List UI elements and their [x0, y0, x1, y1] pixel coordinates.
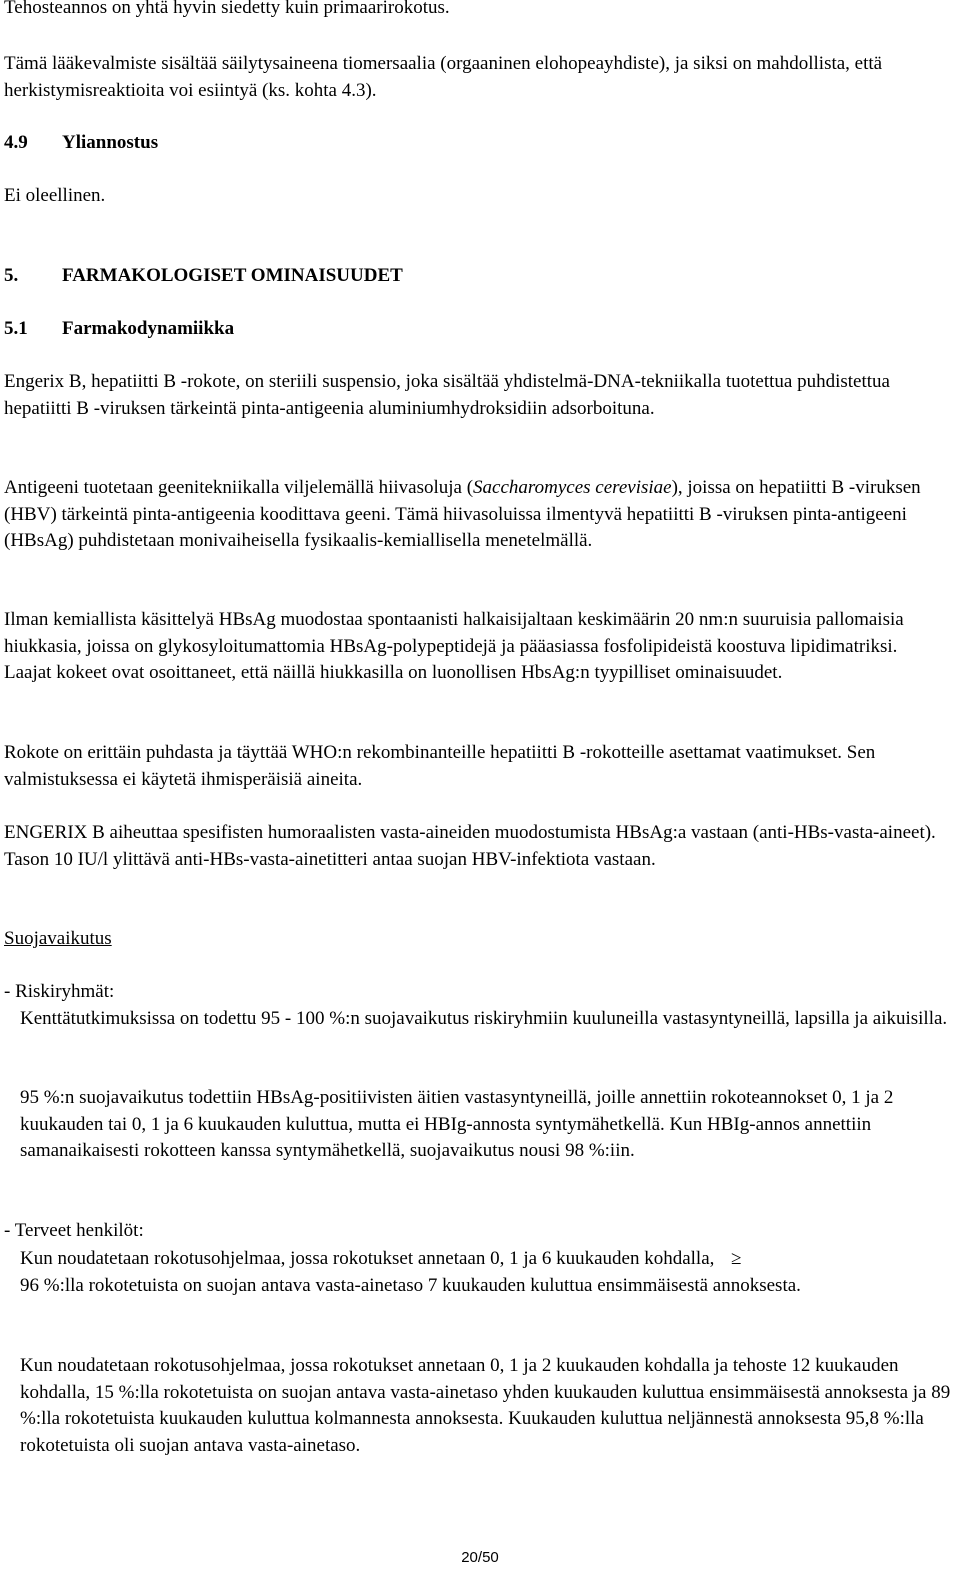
paragraph-engerix-description: Engerix B, hepatiitti B -rokote, on steriili suspensio, joka sisältää yhdistelmä-DNA-tekniikalla tuotettua puhdistettua hepatiitti B -viruksen tärkeintä pinta-antigeenia aluminiumhydroksidiin adsorboituna. — [4, 371, 890, 419]
paragraph-booster-tolerance: Tehosteannos on yhtä hyvin siedetty kuin primaarirokotus. — [4, 0, 450, 18]
heading-4-9 — [4, 130, 158, 157]
section-title: FARMAKOLOGISET OMINAISUUDET — [62, 265, 403, 286]
paragraph-risk-groups-2: 95 %:n suojavaikutus todettiin HBsAg-positiivisten äitien vastasyntyneillä, joille annettiin rokoteannokset 0, 1 ja 2 kuukauden tai 0, 1 ja 6 kuukauden kuluttua, mutta ei HBIg-annosta syntymähetkellä. Kun HBIg-annos annettiin samanaikaisesti rokotteen kanssa syntymähetkellä, suojavaikutus nousi 98 %:iin. — [20, 1087, 894, 1161]
paragraph-antigen-production — [4, 475, 934, 555]
species-name: Saccharomyces cerevisiae — [473, 477, 672, 498]
section-number: 4.9 — [4, 132, 28, 153]
paragraph-healthy-2: Kun noudatetaan rokotusohjelmaa, jossa rokotukset annetaan 0, 1 ja 2 kuukauden kohdalla ja tehoste 12 kuukauden kohdalla, 15 %:lla rokotetuista on suojan antava vasta-ainetaso yhden kuukauden kuluttua ensimmäisestä annoksesta ja 89 %:lla rokotetuista kuukauden kuluttua kolmannesta annoksesta. Kuukauden kuluttua neljännestä annoksesta 95,8 %:lla rokotetuista oli suojan antava vasta-ainetaso. — [20, 1355, 951, 1456]
paragraph-risk-groups-1: Kenttätutkimuksissa on todettu 95 - 100 %:n suojavaikutus riskiryhmiin kuuluneilla vastasyntyneillä, lapsilla ja aikuisilla. — [20, 1008, 948, 1029]
paragraph-immune-response: ENGERIX B aiheuttaa spesifisten humoraalisten vasta-aineiden muodostumista HBsAg:a vastaan (anti-HBs-vasta-aineet). Tason 10 IU/l ylittävä anti-HBs-vasta-ainetitteri antaa suojan HBV-infektiota vastaan. — [4, 822, 936, 870]
label-healthy-persons: - Terveet henkilöt: — [4, 1220, 144, 1241]
text-run: Kun noudatetaan rokotusohjelmaa, jossa rokotukset annetaan 0, 1 ja 6 kuukauden kohdalla, — [20, 1248, 715, 1269]
subheading-protection: Suojavaikutus — [4, 928, 112, 949]
paragraph-particles: Ilman kemiallista käsittelyä HBsAg muodostaa spontaanisti halkaisijaltaan keskimäärin 20 nm:n suuruisia pallomaisia hiukkasia, joissa on glykosyloitumattomia HBsAg-polypeptidejä ja pääasiassa fosfolipideistä koostuva lipidimatriksi. Laajat kokeet ovat osoittaneet, että näillä hiukkasilla on luonollisen HbsAg:n tyypilliset ominaisuudet. — [4, 609, 904, 683]
label-risk-groups: - Riskiryhmät: — [4, 981, 115, 1002]
text-run: Antigeeni tuotetaan geenitekniikalla viljelemällä hiivasoluja ( — [4, 477, 474, 498]
section-title: Farmakodynamiikka — [62, 318, 235, 339]
text-run: 96 %:lla rokotetuista on suojan antava vasta-ainetaso 7 kuukauden kuluttua ensimmäisestä annoksesta. — [20, 1274, 801, 1296]
paragraph-overdose: Ei oleellinen. — [4, 185, 106, 206]
heading-5 — [4, 263, 403, 290]
section-title: Yliannostus — [62, 132, 159, 153]
page-number: 20/50 — [461, 1549, 499, 1566]
paragraph-thiomersal: Tämä lääkevalmiste sisältää säilytysaineena tiomersaalia (orgaaninen elohopeayhdiste), ja siksi on mahdollista, että herkistymisreaktioita voi esiintyä (ks. kohta 4.3). — [4, 53, 883, 101]
heading-5-1 — [4, 316, 234, 343]
text-run: ), joissa on hepatiitti B -viruksen (HBV) tärkeintä pinta-antigeenia koodittava geeni. Tämä hiivasoluissa ilmentyvä hepatiitti B -viruksen pinta-antigeeni (HBsAg) puhdistetaan monivaiheisella fysikaalis-kemiallisella menetelmällä. — [4, 477, 921, 551]
greater-or-equal-symbol: ≥ — [731, 1248, 742, 1269]
section-number: 5.1 — [4, 318, 28, 339]
section-number: 5. — [4, 265, 19, 286]
paragraph-healthy-1 — [20, 1246, 900, 1299]
paragraph-purity: Rokote on erittäin puhdasta ja täyttää WHO:n rekombinanteille hepatiitti B -rokotteille asettamat vaatimukset. Sen valmistuksessa ei käytetä ihmisperäisiä aineita. — [4, 742, 876, 790]
